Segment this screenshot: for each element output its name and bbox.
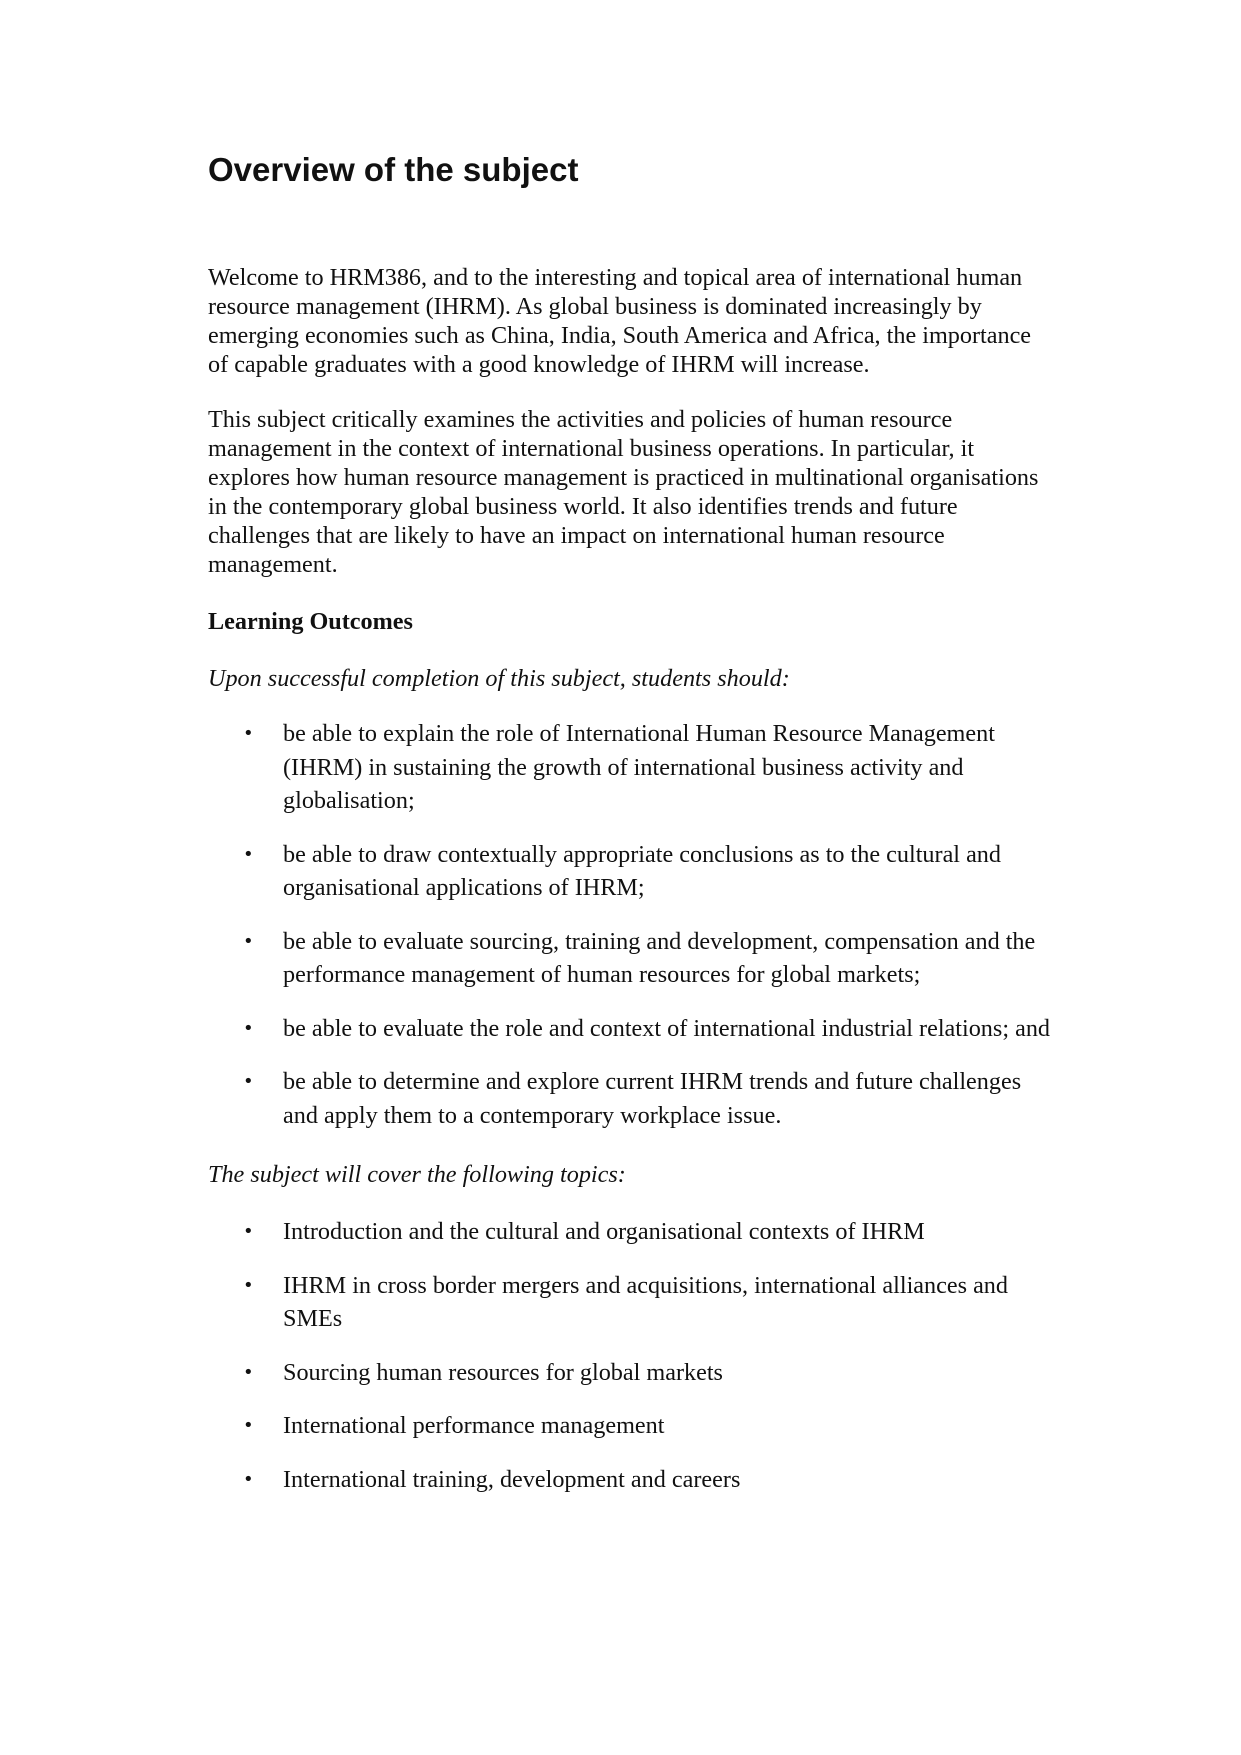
bullet-icon: • bbox=[243, 1361, 254, 1383]
page-title: Overview of the subject bbox=[208, 151, 579, 188]
list-item bbox=[208, 1463, 1050, 1497]
list-item bbox=[208, 925, 1050, 992]
list-item bbox=[208, 1215, 1050, 1249]
list-item-text: International training, development and careers bbox=[283, 1465, 741, 1493]
bullet-icon: • bbox=[243, 1071, 254, 1092]
bullet-icon: • bbox=[243, 843, 254, 865]
list-item bbox=[208, 717, 1050, 818]
bullet-icon: • bbox=[243, 1017, 254, 1039]
intro-paragraph-2: This subject critically examines the activities and policies of human resource management in the context of international business operations. In particular, it explores how human resource management is practiced in multinational organisations in the contemporary global business world. It also identifies trends and future challenges that are likely to have an impact on international human resource management. bbox=[208, 406, 1039, 578]
list-item-text: Sourcing human resources for global markets bbox=[283, 1358, 723, 1386]
intro-paragraph-1: Welcome to HRM386, and to the interesting and topical area of international human resource management (IHRM). As global business is dominated increasingly by emerging economies such as China, India, South America and Africa, the importance of capable graduates with a good knowledge of IHRM will increase. bbox=[208, 264, 1032, 378]
topics-lead: The subject will cover the following topics: bbox=[208, 1161, 626, 1188]
list-item-text: IHRM in cross border mergers and acquisitions, international alliances and SMEs bbox=[283, 1271, 1008, 1332]
bullet-icon: • bbox=[243, 930, 254, 952]
list-item bbox=[208, 1409, 1050, 1443]
learning-outcomes-lead: Upon successful completion of this subject, students should: bbox=[208, 665, 790, 692]
bullet-icon: • bbox=[243, 1468, 254, 1490]
list-item bbox=[208, 1012, 1050, 1046]
list-item-text: be able to explain the role of International Human Resource Management (IHRM) in sustaining the growth of international business activity and globalisation; bbox=[283, 720, 995, 814]
list-item bbox=[208, 1356, 1050, 1390]
list-item-text: be able to evaluate sourcing, training and development, compensation and the performance management of human resources for global markets; bbox=[283, 927, 1036, 988]
list-item-text: Introduction and the cultural and organisational contexts of IHRM bbox=[283, 1218, 925, 1245]
list-item bbox=[208, 1269, 1050, 1336]
page-content bbox=[208, 150, 1050, 1516]
bullet-icon: • bbox=[243, 723, 254, 744]
list-item bbox=[208, 1065, 1050, 1132]
list-item bbox=[208, 838, 1050, 905]
bullet-icon: • bbox=[243, 1274, 254, 1296]
list-item-text: be able to draw contextually appropriate conclusions as to the cultural and organisational applications of IHRM; bbox=[283, 840, 1001, 901]
bullet-icon: • bbox=[243, 1221, 254, 1242]
list-item-text: be able to evaluate the role and context of international industrial relations; and bbox=[283, 1014, 1051, 1042]
list-item-text: International performance management bbox=[283, 1412, 665, 1439]
learning-outcomes-heading: Learning Outcomes bbox=[208, 608, 413, 635]
list-item-text: be able to determine and explore current IHRM trends and future challenges and apply them to a contemporary workplace issue. bbox=[283, 1068, 1022, 1129]
learning-outcomes-list bbox=[208, 717, 1050, 1132]
topics-list bbox=[208, 1215, 1050, 1496]
bullet-icon: • bbox=[243, 1415, 254, 1436]
